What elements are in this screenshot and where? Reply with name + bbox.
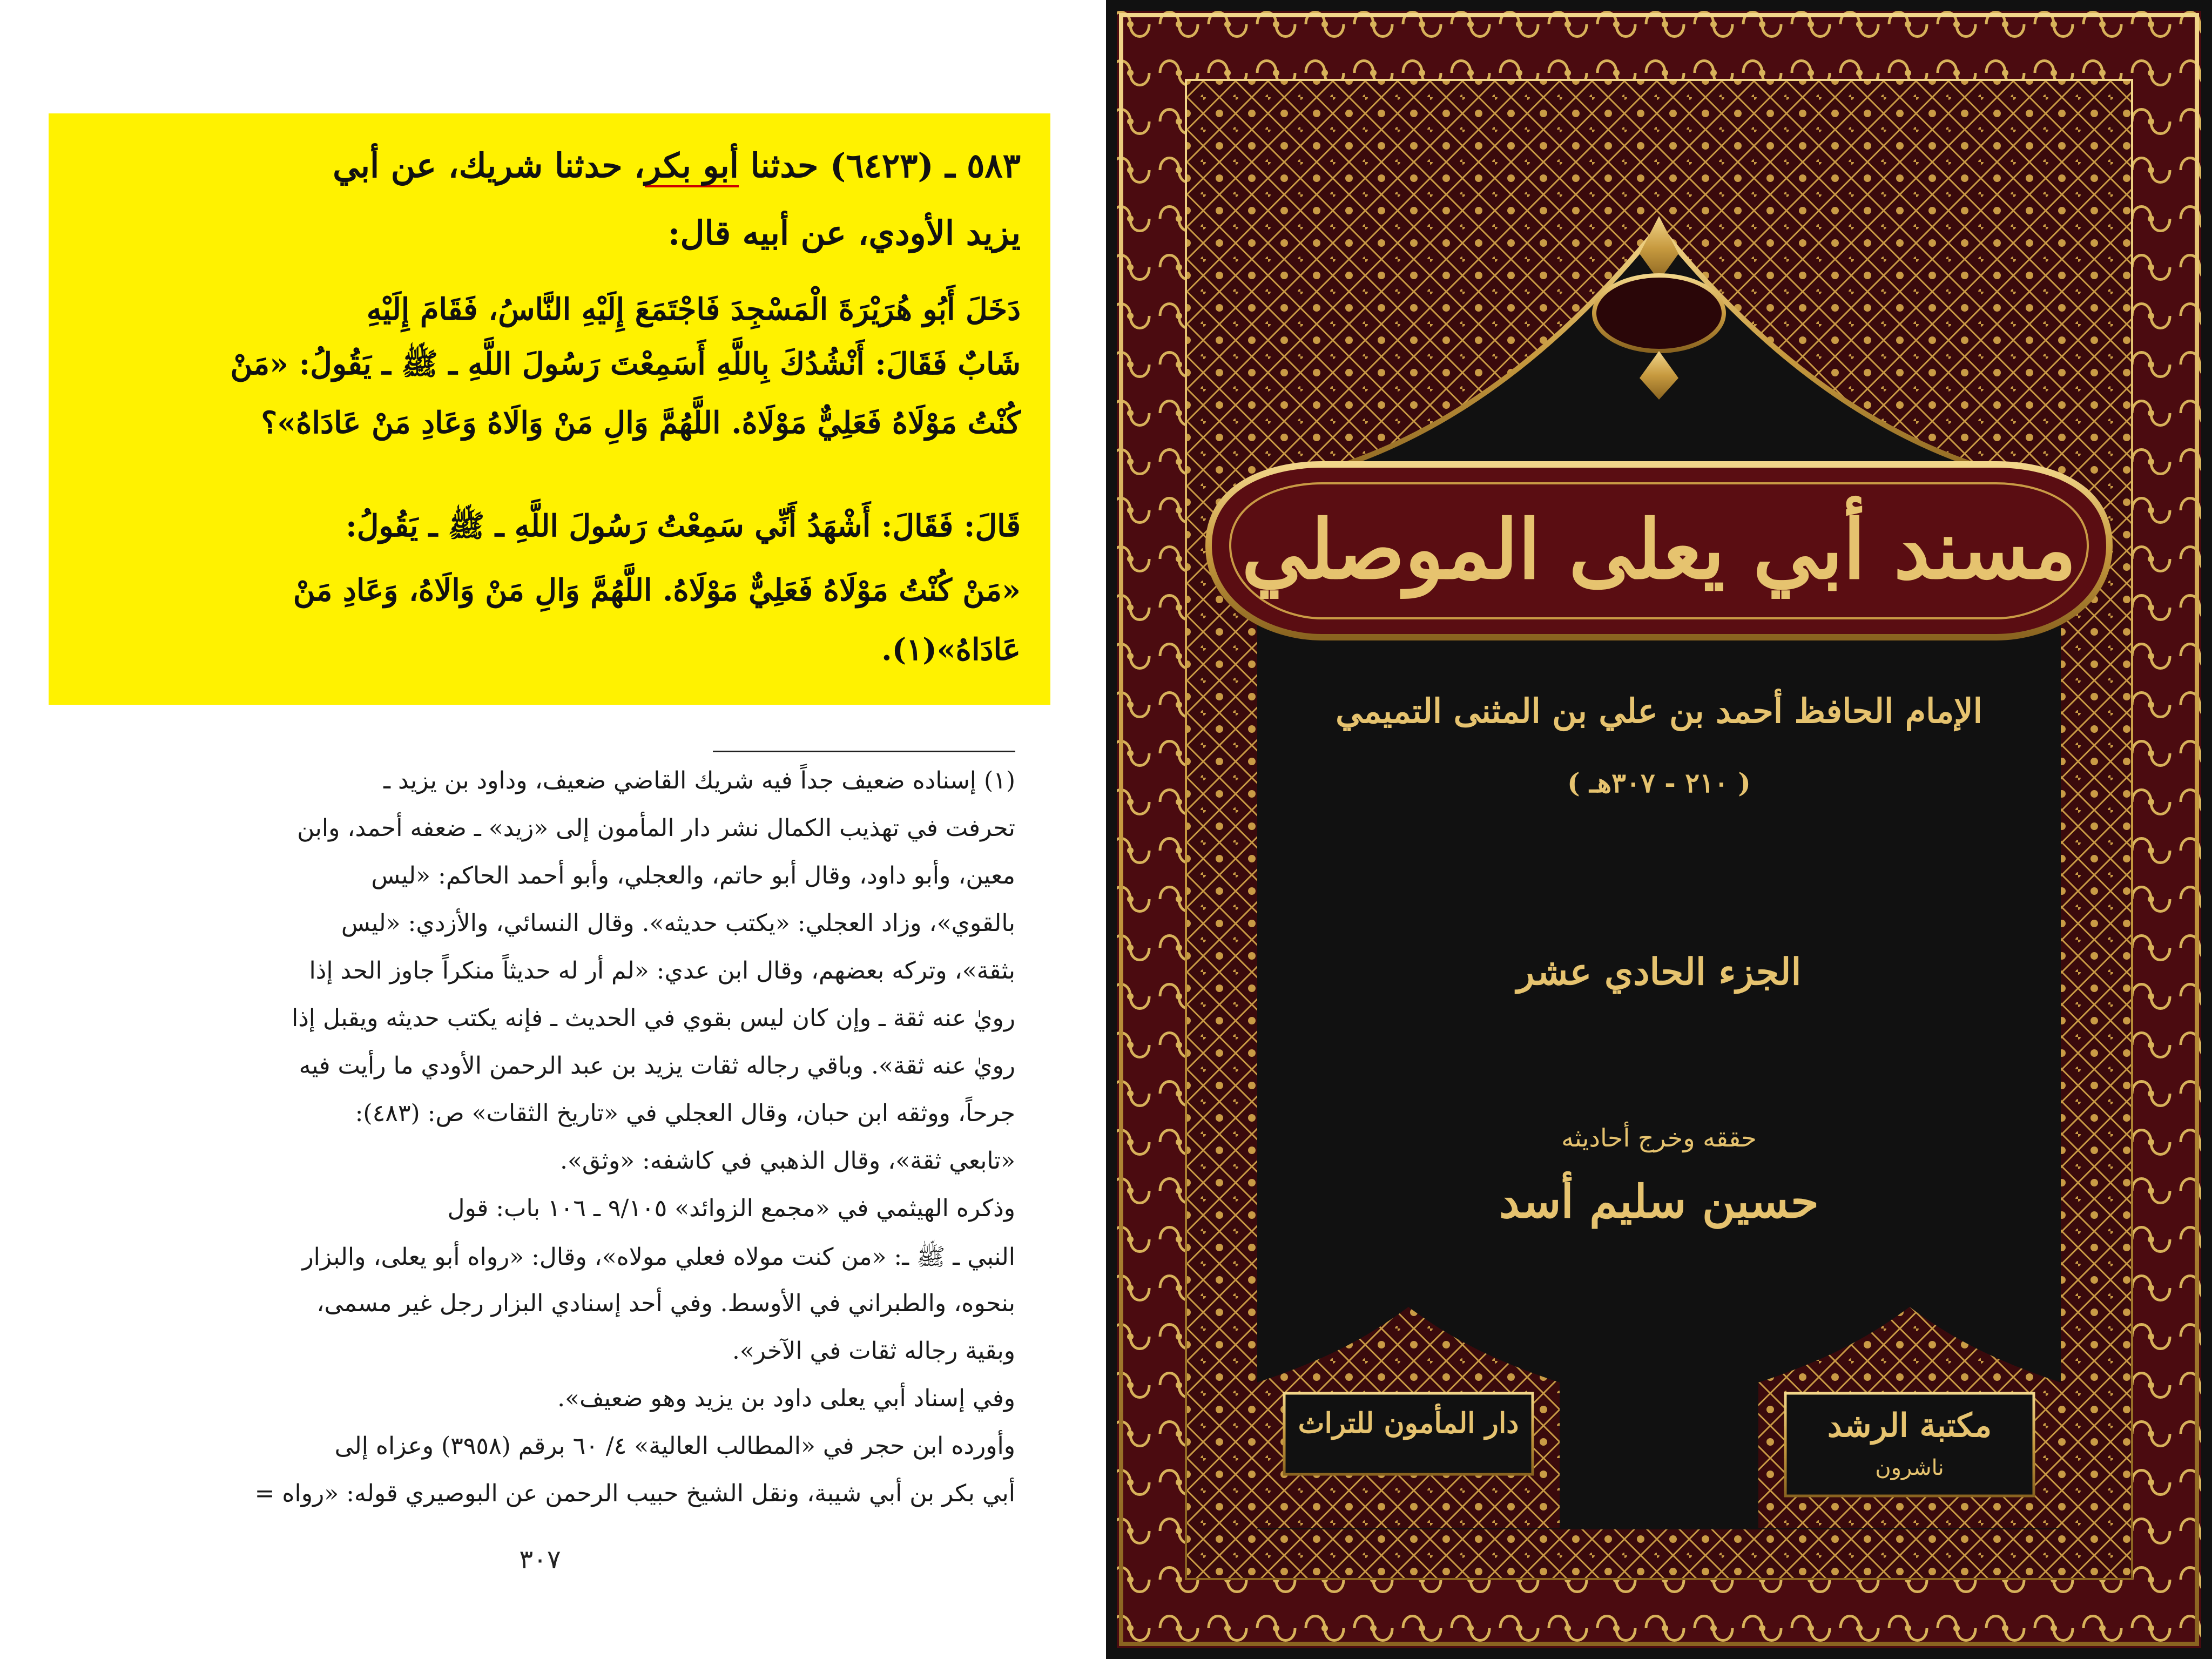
footnote-line: «تابعي ثقة»، وقال الذهبي في كاشفه: «وثق».: [559, 1147, 1015, 1175]
footnote-line: رويٰ عنه ثقة ـ وإن كان ليس بقوي في الحديث ـ فإنه يكتب حديثه ويقبل إذا: [291, 1004, 1015, 1032]
publisher-left: دار المأمون للتراث: [1298, 1407, 1519, 1440]
footnote-line: بثقة»، وتركه بعضهم، وقال ابن عدي: «لم أر له حديثاً منكراً جاوز الحد إذا: [309, 957, 1015, 984]
cover-title: مسند أبي يعلى الموصلي: [1242, 502, 2076, 597]
publishers-caption: ناشرون: [1875, 1455, 1944, 1480]
cover-dates: ( ٢١٠ - ٣٠٧هـ ): [1567, 767, 1751, 799]
footnote-line: وبقية رجاله ثقات في الآخر».: [732, 1337, 1015, 1365]
cover-volume: الجزء الحادي عشر: [1516, 950, 1802, 994]
narrator-underlined: أبو بكر: [645, 146, 739, 187]
left-lattice-band: [1187, 81, 1257, 1578]
hadith-line-1: [81, 146, 1021, 185]
hadith-chain: ، حدثنا شريك، عن أبي: [333, 146, 645, 185]
footnote-line: وأورده ابن حجر في «المطالب العالية» ٤/ ٦٠ برقم (٣٩٥٨) وعزاه إلى: [334, 1432, 1015, 1460]
cover-editor-name: حسين سليم أسد: [1499, 1175, 1819, 1228]
hadith-line-2: يزيد الأودي، عن أبيه قال:: [667, 213, 1021, 253]
footnote-line: جرحاً، ووثقه ابن حبان، وقال العجلي في «تاريخ الثقات» ص: (٤٨٣):: [355, 1100, 1015, 1127]
hadith-line-8: عَادَاهُ»(١).: [881, 632, 1021, 667]
footnote-line: أبي بكر بن أبي شيبة، ونقل الشيخ حبيب الرحمن عن البوصيري قوله: «رواه =: [254, 1480, 1015, 1507]
footnote-line: معين، وأبو داود، وقال أبو حاتم، والعجلي، وأبو أحمد الحاكم: «ليس: [371, 862, 1015, 889]
footnote-line: رويٰ عنه ثقة». وباقي رجاله ثقات يزيد بن عبد الرحمن الأودي ما رأيت فيه: [299, 1052, 1015, 1080]
hadith-line-4: شَابٌ فَقَالَ: أَنْشُدُكَ بِاللَّهِ أَسَمِعْتَ رَسُولَ اللَّهِ ـ ﷺ ـ يَقُولُ: «مَنْ: [230, 346, 1021, 382]
hadith-line-3: دَخَلَ أَبُو هُرَيْرَةَ الْمَسْجِدَ فَاجْتَمَعَ إِلَيْهِ النَّاسُ، فَقَامَ إِلَيْهِ: [366, 292, 1021, 327]
footnote-line: وفي إسناد أبي يعلى داود بن يزيد وهو ضعيف».: [557, 1385, 1015, 1412]
hadith-line-7: «مَنْ كُنْتُ مَوْلَاهُ فَعَلِيٌّ مَوْلَاهُ. اللَّهُمَّ وَالِ مَنْ وَالَاهُ، وَعَادِ مَنْ: [293, 572, 1021, 608]
book-cover: [1106, 0, 2212, 1659]
hadith-line-6: قَالَ: فَقَالَ: أَشْهَدُ أَنِّي سَمِعْتُ رَسُولَ اللَّهِ ـ ﷺ ـ يَقُولُ:: [346, 508, 1021, 544]
footnote-rule: [713, 751, 1015, 752]
publisher-right: مكتبة الرشد: [1827, 1407, 1992, 1445]
footnote-line: تحرفت في تهذيب الكمال نشر دار المأمون إلى «زيد» ـ ضعفه أحمد، وابن: [297, 814, 1015, 842]
right-lattice-band: [2061, 81, 2131, 1578]
cover-editor-label: حققه وخرج أحاديثه: [1561, 1123, 1757, 1152]
page-number: ٣٠٧: [519, 1545, 561, 1575]
footnote-line: بالقوي»، وزاد العجلي: «يكتب حديثه». وقال النسائي، والأزدي: «ليس: [341, 909, 1015, 937]
footnote-line: بنحوه، والطبراني في الأوسط. وفي أحد إسنادي البزار رجل غير مسمى،: [316, 1290, 1015, 1317]
footnote-line: (١) إسناده ضعيف جداً فيه شريك القاضي ضعيف، وداود بن يزيد ـ: [383, 767, 1015, 794]
cover-author: الإمام الحافظ أحمد بن علي بن المثنى التميمي: [1336, 691, 1982, 731]
hadith-line-5: كُنْتُ مَوْلَاهُ فَعَلِيٌّ مَوْلَاهُ. اللَّهُمَّ وَالِ مَنْ وَالَاهُ وَعَادِ مَنْ عَادَاهُ»؟: [261, 405, 1021, 441]
hadith-number: ٥٨٣ ـ (٦٤٢٣) حدثنا: [738, 146, 1021, 185]
footnote-line: وذكره الهيثمي في «مجمع الزوائد» ٩/١٠٥ ـ ١٠٦ باب: قول: [447, 1195, 1015, 1222]
footnote-line: النبي ـ ﷺ ـ: «من كنت مولاه فعلي مولاه»، وقال: «رواه أبو يعلى، والبزار: [302, 1243, 1015, 1271]
